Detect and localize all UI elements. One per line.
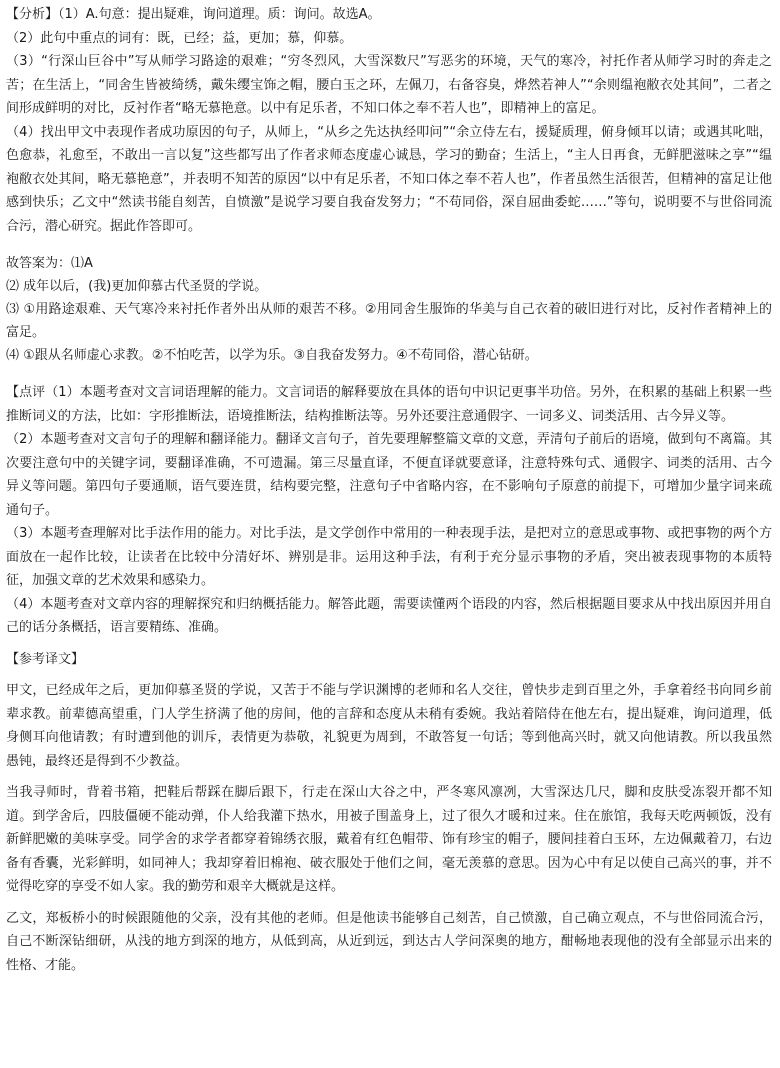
section-gap — [6, 367, 772, 381]
analysis-item-2: （2）此句中重点的词有：既，已经；益，更加；慕，仰慕。 — [6, 30, 353, 46]
translation-section — [6, 648, 772, 978]
paragraph-gap — [6, 773, 772, 781]
answer-line-4: ⑷ ①跟从名师虚心求教。②不怕吃苦，以学为乐。③自我奋发努力。④不苟同俗，潜心钻研。 — [6, 348, 538, 363]
comment-item-2: （2）本题考查对文言句子的理解和翻译能力。翻译文言句子，首先要理解整篇文章的文意，弄清句子前后的语境，做到句不离篇。其次要注意句中的关键字词，要翻译准确，不可遗漏。第三尽量直译，不便直译就要意译，注意特殊句式、通假字、词类的活用、古今异义等问题。第四句子要通顺，语气要连贯，结构要完整，注意句子中省略内容，在不影响句子原意的前提下，可增加少量字词来疏通句子。 — [6, 432, 772, 518]
answer-line-3: ⑶ ①用路途艰难、天气寒冷来衬托作者外出从师的艰苦不移。②用同舍生服饰的华美与自己衣着的破旧进行对比，反衬作者精神上的富足。 — [6, 302, 772, 340]
translation-paragraph-jia: 甲文，已经成年之后，更加仰慕圣贤的学说，又苦于不能与学识渊博的老师和名人交往，曾快步走到百里之外，手拿着经书向同乡前辈求教。前辈德高望重，门人学生挤满了他的房间，他的言辞和态度从未稍有委婉。我站着陪侍在他左右，提出疑难，询问道理，低身侧耳向他请教；有时遭到他的训斥，表情更为恭敬，礼貌更为周到，不敢答复一句话；等到他高兴时，就又向他请教。所以我虽然愚钝，最终还是得到不少教益。 — [6, 683, 772, 769]
comment-header: 【点评（1）本题考查对文言词语理解的能力。文言词语的解释要放在具体的语句中识记更事半功倍。另外，在积累的基础上积累一些推断词义的方法，比如：字形推断法，语境推断法，结构推断法等。另外还要注意通假字、一词多义、词类活用、古今异义等。 — [6, 385, 772, 424]
comment-item-4: （4）本题考查对文章内容的理解探究和归纳概括能力。解答此题，需要读懂两个语段的内容，然后根据题目要求从中找出原因并用自己的话分条概括，语言要精练、准确。 — [6, 596, 772, 635]
translation-header: 【参考译文】 — [6, 651, 85, 667]
analysis-item-3: （3）“行深山巨谷中”写从师学习路途的艰难；“穷冬烈风，大雪深数尺”写恶劣的环境，天气的寒冷，衬托作者从师学习时的奔走之苦；在生活上，“同舍生皆被绮绣，戴朱缨宝饰之帽，腰白玉之环，左佩刀，右备容臭，烨然若神人”“余则缊袍敝衣处其间”，二者之间形成鲜明的对比，反衬作者“略无慕艳意。以中有足乐者，不知口体之奉不若人也”，即精神上的富足。 — [6, 54, 772, 116]
comment-section — [6, 381, 772, 640]
section-gap — [6, 640, 772, 648]
analysis-item-4: （4）找出甲文中表现作者成功原因的句子，从师上，“从乡之先达执经叩问”“余立侍左右，援疑质理，俯身倾耳以请；或遇其叱咄，色愈恭，礼愈至，不敢出一言以复”这些都写出了作者求师态度虚心诚恳，学习的勤奋；生活上，“主人日再食，无鲜肥滋味之享”“缊袍敝衣处其间，略无慕艳意”，并表明不知苦的原因“以中有足乐者，不知口体之奉不若人也”，作者虽然生活很苦，但精神的富足让他感到快乐；乙文中“然读书能自刻苦，自愤激”是说学习要自我奋发努力；“不苟同俗，深自屈曲委蛇……”等句，说明要不与世俗同流合污，潜心研究。据此作答即可。 — [6, 124, 772, 234]
translation-paragraph-yi: 乙文，郑板桥小的时候跟随他的父亲，没有其他的老师。但是他读书能够自己刻苦，自己愤激，自己确立观点，不与世俗同流合污，自己不断深钻细研，从浅的地方到深的地方，从低到高，从近到远，到达古人学问深奥的地方，酣畅地表现他的没有全部显示出来的性格、才能。 — [6, 910, 772, 973]
answer-section — [6, 252, 772, 367]
section-gap — [6, 238, 772, 252]
answer-line-2: ⑵ 成年以后，(我)更加仰慕古代圣贤的学说。 — [6, 279, 268, 294]
comment-item-3: （3）本题考查理解对比手法作用的能力。对比手法，是文学创作中常用的一种表现手法，是把对立的意思或事物、或把事物的两个方面放在一起作比较，让读者在比较中分清好坏、辨别是非。运用这种手法，有利于充分显示事物的矛盾，突出被表现事物的本质特征，加强文章的艺术效果和感染力。 — [6, 526, 772, 588]
analysis-header: 【分析】（1）A.句意：提出疑难，询问道理。质：询问。故选A。 — [6, 7, 381, 22]
paragraph-gap — [6, 671, 772, 679]
analysis-section — [6, 3, 772, 238]
translation-paragraph-journey: 当我寻师时，背着书箱，把鞋后帮踩在脚后跟下，行走在深山大谷之中，严冬寒风凛冽，大雪深达几尺，脚和皮肤受冻裂开都不知道。到学舍后，四肢僵硬不能动弹，仆人给我灌下热水，用被子围盖身上，过了很久才暖和过来。住在旅馆，我每天吃两顿饭，没有新鲜肥嫩的美味享受。同学舍的求学者都穿着锦绣衣服，戴着有红色帽带、饰有珍宝的帽子，腰间挂着白玉环，左边佩戴着刀，右边备有香囊，光彩鲜明，如同神人；我却穿着旧棉袍、破衣服处于他们之间，毫无羡慕的意思。因为心中有足以使自己高兴的事，并不觉得吃穿的享受不如人家。我的勤劳和艰辛大概就是这样。 — [6, 785, 772, 894]
answer-line-1: 故答案为：⑴A — [6, 256, 93, 271]
paragraph-gap — [6, 899, 772, 907]
